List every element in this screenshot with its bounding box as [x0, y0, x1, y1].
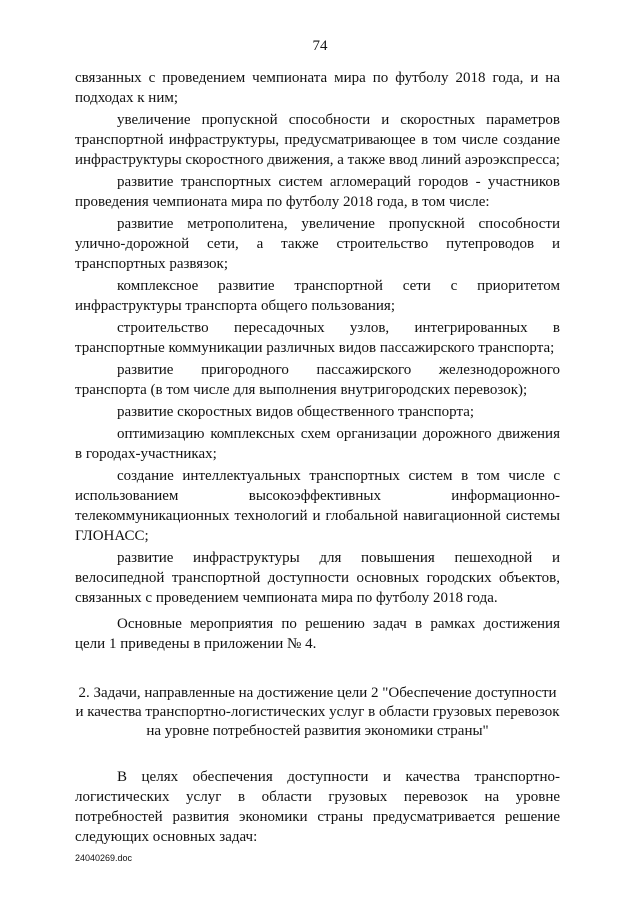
paragraph-network: комплексное развитие транспортной сети с приоритетом инфраструктуры транспорта общего пользования; — [75, 278, 560, 314]
paragraph-rapid-transit: развитие скоростных видов общественного транспорта; — [117, 404, 475, 420]
paragraph-metro: развитие метрополитена, увеличение пропускной способности улично-дорожной сети, а также строительство путепроводов и транспортных развязок; — [75, 216, 560, 272]
document-code-footer: 24040269.doc — [75, 853, 133, 863]
paragraph-suburban-rail: развитие пригородного пассажирского железнодорожного транспорта (в том числе для выполнения внутригородских перевозок); — [75, 362, 560, 398]
paragraph-continuation: связанных с проведением чемпионата мира по футболу 2018 года, и на подходах к ним; — [75, 70, 560, 106]
paragraph-agglomerations: развитие транспортных систем агломераций городов - участников проведения чемпионата мира по футболу 2018 года, в том числе: — [75, 174, 560, 210]
paragraph-goal-2-intro: В целях обеспечения доступности и качества транспортно-логистических услуг в области грузовых перевозок на уровне потребностей развития экономики страны предусматривается решение следующих основных задач: — [75, 769, 560, 845]
paragraph-its-glonass: создание интеллектуальных транспортных систем в том числе с использованием высокоэффективных информационно-телекоммуникационных технологий и глобальной навигационной системы ГЛОНАСС; — [75, 468, 560, 544]
document-body — [75, 68, 560, 849]
paragraph-annex-reference: Основные мероприятия по решению задач в рамках достижения цели 1 приведены в приложении № 4. — [75, 616, 560, 652]
paragraph-traffic-schemes: оптимизацию комплексных схем организации дорожного движения в городах-участниках; — [75, 426, 560, 462]
paragraph-interchanges: строительство пересадочных узлов, интегрированных в транспортные коммуникации различных видов пассажирского транспорта; — [75, 320, 560, 356]
page-number: 74 — [312, 38, 328, 54]
paragraph-bandwidth: увеличение пропускной способности и скоростных параметров транспортной инфраструктуры, предусматривающее в том числе создание инфраструктуры скоростного движения, а также ввод линий аэроэкспресса; — [75, 112, 560, 168]
section-heading: 2. Задачи, направленные на достижение цели 2 "Обеспечение доступности и качества транспортно-логистических услуг в области грузовых перевозок на уровне потребностей развития экономики страны" — [75, 685, 560, 739]
paragraph-pedestrian: развитие инфраструктуры для повышения пешеходной и велосипедной транспортной доступности основных городских объектов, связанных с проведением чемпионата мира по футболу 2018 года. — [75, 550, 560, 606]
